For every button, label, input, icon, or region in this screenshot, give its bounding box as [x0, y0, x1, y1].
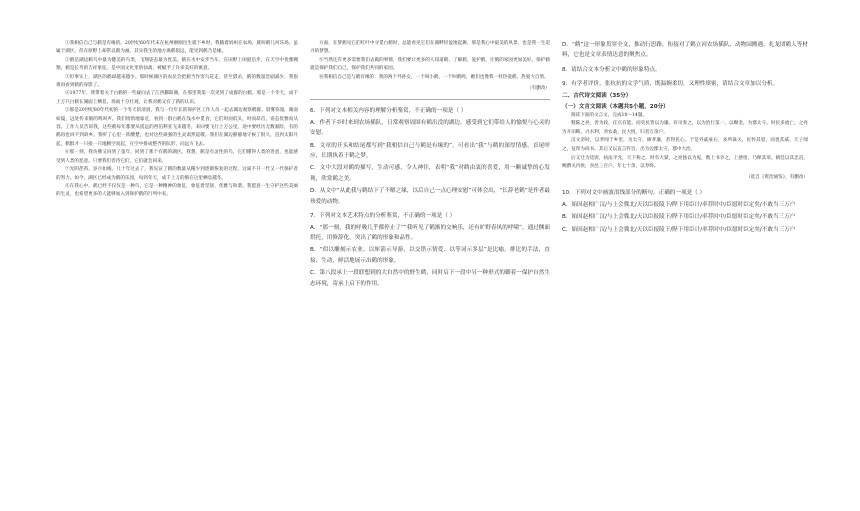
- essay-paragraph: ⑦光阴荏苒，岁月如梭。几十年过去了，我见证了鹤的数量从稀少到逐渐恢复的过程，这离不开一代又一代保护者的努力。如今，湖区已经成为鹤的乐园，每到冬天，成千上万的鹤在这里栖息越冬。: [56, 167, 298, 181]
- question-6-option-d: D．从文中“从此我与鹤结下了不解之缘，以后自己一点心理安慰”可体会出，“长辞老鹤”是作者最珍爱的动物。: [310, 188, 550, 205]
- essay-paragraph: ⑥那一刻，我仿佛又回到了童年，回到了那个有鹤的湖区。我想，鹤是有灵性的鸟，它们懂得人类的善意，也能感受到人类的恶意。只要我们善待它们，它们就会回来。: [56, 150, 298, 164]
- question-7-option-d: D．“鹤”这一形象贯穿全文，推动行思路，衔接对了鹤立河农场插队、动物园搬遇、扎龙团鹤人等材料，它也是文章表情达意的聚焦点。: [562, 42, 808, 59]
- classical-paragraph: 暨陈之亮，善为政，任官有能，而吏民皆以为廉。有司奏之，以为治行第一，以赐金，为郡太守。时民多流亡，之亮为开田畴，兴水利，劝农桑，民大悦，归者万余户。: [562, 121, 808, 135]
- essay-paragraph: ⑤那是20世纪80年代初的一个冬天的清晨，我与一位年长的保护区工作人员一起去湖边观察鹤群。晨雾弥漫，湖面如镜，远处传来鹤的鸣叫声。我们悄悄地靠近，看到一群白鹤在浅水中觅食，它们时而低头，时而昂首，姿态优雅而从容。工作人员告诉我，这些鹤每年都要从遥远的西伯利亚飞来越冬，来回要飞行上万公里，途中要经历无数艰险，有的鹤再也回不到故乡。我听了心里一阵酸楚，也对这些顽强的生灵肃然起敬。我们在湖边静静地守候了很久，直到太阳升起，鹤群才一只接一只地腾空而起，在空中排成整齐的队形，向远方飞去。: [56, 108, 298, 147]
- question-10-option-a: A．始因赵相广汉/与上会冀北/天以臣报陵下/陛下用臣计/率荐时中/臣愿时臣定矣/不敢当三万户: [562, 201, 796, 208]
- reading-instruction: 阅读下面的文言文，完成10～14题。: [571, 112, 648, 118]
- source-citation: （选自《资治通鉴》，有删改）: [745, 174, 808, 180]
- right-column: [562, 40, 808, 237]
- section-heading: 二、古代诗文阅读（35分）: [562, 92, 632, 99]
- essay-paragraph: 方面，在梦鹤见它们红叶中寻觅白鹤时，总能看见它们在湖畔轻盈地起舞，那是我心中最美的风景，也是我一生追寻的梦想。: [310, 41, 550, 55]
- divider: [310, 99, 550, 100]
- essay-paragraph: ④1977年，我带着关于白鹤的一些疑问去了江西鄱阳湖，在那里我第一次见到了成群的白鹤。那是一个冬天，成千上万只白鹤在湖面上栖息，场面十分壮观，让我对鹤又有了新的认识。: [56, 91, 298, 105]
- question-7-option-b: B．“似以雕刻示农业、以犀箭示导游、以交错示情爱、以等词示多层”是比喻，排比的手法，直接、生动、鲜活地展示出鹤的形象。: [310, 247, 550, 264]
- left-column: [56, 40, 298, 200]
- subsection-heading: （一）文言文阅读（本题共5小题，20分）: [562, 103, 669, 110]
- middle-column: [310, 40, 550, 291]
- classical-paragraph: 汉文帝时，以孝闻于乡里，为太守，修孝廉，甚得民心。于是外戚豪右，多所诛灭，民怀其恩，而畏其威。天子闻之，征拜为尚书。其后又以直言忤旨，出为边郡太守，郡中大治。: [562, 138, 808, 152]
- question-8-stem: 8．请结合文本分析文中鹤的形象特点。: [562, 66, 661, 73]
- question-6-option-c: C．文中大段对鹤的描写，生动可感，令人神往，表明“我”对鹤由衷的喜爱，用一颗诚挚的心发现，欣赏鹤之美。: [310, 165, 550, 182]
- question-10-option-b: B．始因赵相广汉/与上会冀北/天以臣报陵下/陛下用臣计/率荐时中/臣愿时臣定矣/不敢当三万户: [562, 214, 796, 221]
- question-6-stem: 6．下列对文本相关内容的理解分析鉴赏，不正确的一项是（ ）: [310, 108, 467, 115]
- question-10-stem: 10．下列对文中画波浪线部分的断句，正确的一项是（ ）: [562, 190, 706, 197]
- question-6-option-a: A．作者下乡时来到农场插队，日常观察周围有鹤出没的湖边，感受到它们带给人的愉悦与心灵的安慰。: [310, 119, 550, 137]
- question-9-stem: 9．有学者评价，张抗抗的文学气质，既温婉柔切，又理性缜密，请结合文章加以分析。: [562, 81, 779, 88]
- essay-paragraph: ⑨当然还有更多需要我们去做的事情，我们要让更多的人知道鹤、了解鹤、爱护鹤，让鹤的家园更加美好。保护鹤就是保护我们自己，保护我们共同的家园。: [310, 57, 550, 72]
- classical-paragraph: 后又迁为廷尉，执法平允，天下称之。时有大狱，之亮独以为冤，数上书争之，上感悟，乃释其罪。朝廷以其忠直，赐爵关内侯，食邑三百户。年七十余，以寿终。: [562, 155, 808, 170]
- question-7-option-a: A．“那一刻，我的呼吸几乎都停止了”“我听见了鹤渐的交响乐，还有旷野春风的呼啸”，通过侧面烘托，用修辞化，突出了鹤的形象和品性。: [310, 224, 550, 241]
- question-7-option-c: C．第八段承上一段联想到的大自然中的野生鹤，同时启下一段中另一种形式的御着一保护自然生态环境，寄承上启下的作用。: [310, 270, 550, 287]
- essay-paragraph: ③但事实上，湖区的鹤却越来越少。那时候湖区的农民会把鹤当作害鸟赶走，甚至猎杀，鹤的数量急剧减少，我很难再看到鹤的身影了。: [56, 74, 298, 89]
- question-7-stem: 7．下列对文本艺术特点的分析鉴赏，不正确的一项是（ ）: [310, 213, 456, 220]
- essay-paragraph: ②鹤是湖边鹤鸟中最为健美的鸟类，飞翔姿态最为优美。鹤在水中安步当车，在田野上闲庭信步，在天空中优雅翱翔。鹤是长寿的吉祥象征，是中国文化里的仙禽，被赋予了许多美好的寓意。: [56, 57, 298, 72]
- essay-paragraph: ⑧在我心中，鹤已经不仅仅是一种鸟，它是一种精神的象征，象征着坚韧、优雅与和谐。我愿意一生守护这些美丽的生灵，也希望更多的人能够加入到保护鹤的行列中来。: [56, 183, 298, 198]
- edit-note: （有删改）: [527, 86, 550, 92]
- essay-paragraph: ⑩我相信自己是与鹤有缘的：我的两个外孙女，一个叫小鹤，一个叫鹤鸣，她们也像我一样热爱鹤，热爱大自然。: [319, 74, 549, 80]
- question-6-option-b: B．文章的开头和结尾都写到“我相信自己与鹤是有缘的”，可看出“我”与鹤的深厚情感，首尾呼应，长期执着于鹤之梦。: [310, 142, 550, 160]
- essay-paragraph: ①我相信自己与鹤是有缘的。20世纪60年代末在杭州刚刚出生就下乡时，我随着妈妈在农场，就叫鹤儿河乐场。虽属于湖区，但在原野上却常以鹤为画。其实我生的地方离鹤很远，能见到鹤乃是缘。: [56, 41, 298, 55]
- question-10-option-c: C．始因赵相广汉/与上会冀北/天以臣报陵下/陛下用臣计/率荐时中/臣愿时臣定矣/不敢当三万户: [562, 226, 796, 233]
